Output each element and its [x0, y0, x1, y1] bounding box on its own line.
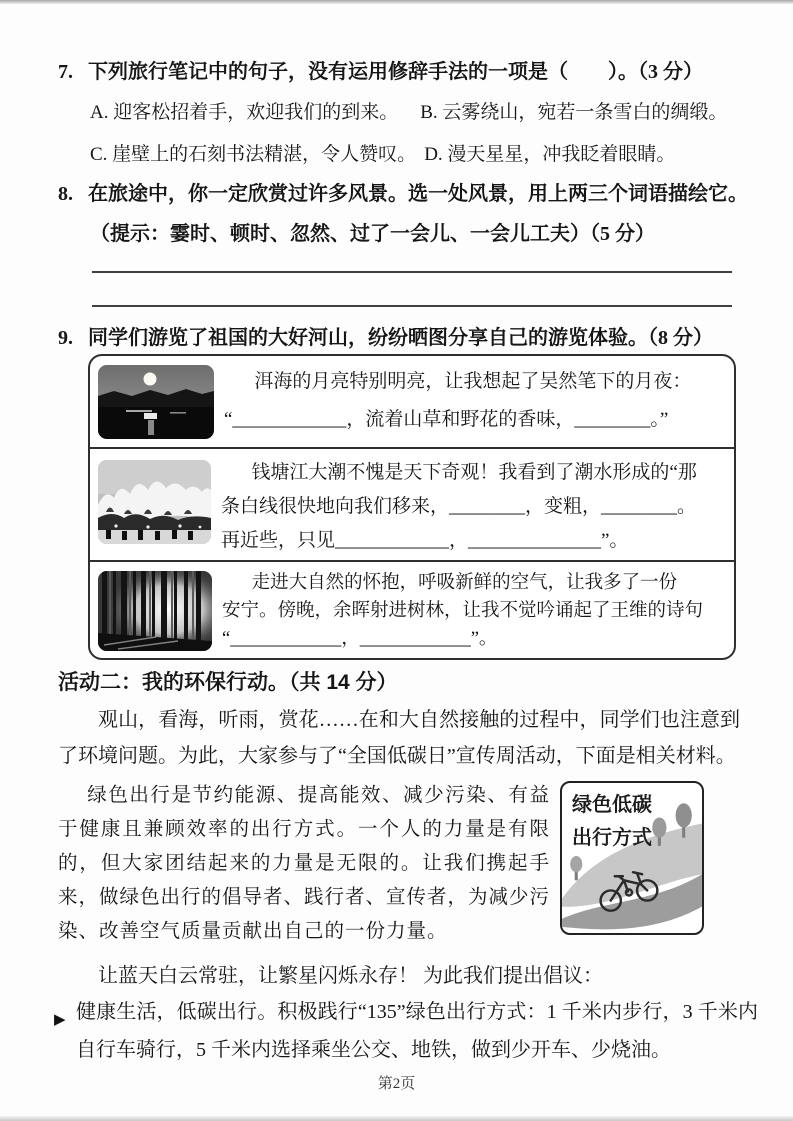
question-7-options-row-1 — [58, 92, 740, 134]
question-8-stem-row — [58, 174, 748, 214]
answer-line-1 — [92, 271, 732, 273]
q9-forest-line-3: “____________，____________”。 — [222, 629, 498, 649]
scan-edge-bottom — [0, 1116, 793, 1121]
activity-2-material-text: 绿色出行是节约能源、提高能效、减少污染、有益于健康且兼顾效率的出行方式。一个人的力量是有限的，但大家团结起来的力量是无限的。让我们携起手来，做绿色出行的倡导者、践行者、宣传者，为减少污染、改善空气质量贡献出自己的一份力量。 — [58, 785, 551, 942]
q9-row-forest — [90, 562, 734, 652]
question-8 — [58, 174, 748, 254]
q9-erhai-line-2: “____________，流着山草和野花的香味，________。” — [224, 409, 669, 430]
qiantang-tide-photo — [98, 460, 211, 544]
q9-row-forest-text — [212, 569, 724, 653]
q9-row-qiantang-text — [211, 456, 724, 558]
question-7-stem-row — [58, 52, 740, 92]
q9-qiantang-line-2: 条白线很快地向我们移来，________，变粗，________。 — [221, 496, 697, 517]
activity-2-appeal: 让蓝天白云常驻，让繁星闪烁永存！ 为此我们提出倡议： — [98, 965, 603, 987]
activity-2-heading: 活动二：我的环保行动。（共 14 分） — [58, 671, 398, 694]
q9-forest-line-1: 走进大自然的怀抱，呼吸新鲜的空气，让我多了一份 — [251, 573, 678, 593]
q9-forest-line-2: 安宁。傍晚，余晖射进树林，让我不觉吟诵起了王维的诗句 — [222, 601, 704, 621]
q9-row-qiantang — [90, 449, 734, 562]
option-b: B. 云雾绕山，宛若一条雪白的绸缎。 — [420, 102, 728, 123]
activity-2-material-section — [58, 779, 740, 955]
question-9 — [58, 318, 740, 358]
page-number: 第2页 — [377, 1076, 416, 1092]
activity-2-intro: 观山，看海，听雨，赏花……在和大自然接触的过程中，同学们也注意到了环境问题。为此，大家参与了“全国低碳日”宣传周活动，下面是相关材料。 — [58, 709, 740, 767]
bullet-triangle-icon: ▶ — [54, 1010, 66, 1028]
question-7-stem: 下列旅行笔记中的句子，没有运用修辞手法的一项是（ ）。（3 分） — [88, 61, 703, 83]
option-a: A. 迎客松招着手，欢迎我们的到来。 — [90, 102, 399, 123]
poster-title — [572, 789, 652, 855]
green-travel-poster — [560, 781, 704, 935]
question-9-number: 9. — [58, 327, 73, 349]
question-9-box — [88, 354, 736, 660]
q9-erhai-line-1: 洱海的月亮特别明亮，让我想起了吴然笔下的月夜： — [254, 371, 692, 392]
question-9-stem: 同学们游览了祖国的大好河山，纷纷晒图分享自己的游览体验。（8 分） — [88, 327, 713, 349]
poster-title-line-1: 绿色低碳 — [572, 794, 652, 816]
question-8-stem: 在旅途中，你一定欣赏过许多风景。选一处风景，用上两三个词语描绘它。 — [88, 183, 748, 205]
option-c: C. 崖壁上的石刻书法精湛，令人赞叹。 — [90, 144, 417, 165]
question-9-stem-row — [58, 318, 740, 358]
answer-line-2 — [92, 305, 732, 307]
q9-qiantang-line-1: 钱塘江大潮不愧是天下奇观！我看到了潮水形成的“那 — [251, 462, 697, 483]
q9-qiantang-line-3: 再近些，只见____________，______________”。 — [221, 530, 629, 551]
option-d: D. 漫天星星，冲我眨着眼睛。 — [424, 144, 676, 165]
activity-2-proposal — [54, 993, 758, 1069]
question-7-number: 7. — [58, 61, 73, 83]
question-7-options-row-2 — [58, 134, 740, 176]
q9-row-erhai — [90, 356, 734, 449]
poster-title-line-2: 出行方式 — [572, 827, 652, 849]
proposal-text: 健康生活，低碳出行。积极践行“135”绿色出行方式：1 千米内步行，3 千米内自行车骑行，5 千米内选择乘坐公交、地铁，做到少开车、少烧油。 — [76, 1001, 758, 1061]
question-7 — [58, 52, 740, 176]
question-8-hint: （提示：霎时、顿时、忽然、过了一会儿、一会儿工夫）（5 分） — [90, 223, 655, 245]
q9-row-erhai-text — [214, 363, 724, 439]
question-8-number: 8. — [58, 183, 73, 205]
forest-sunlight-photo — [98, 571, 212, 651]
erhai-moonlight-photo — [98, 365, 214, 439]
scan-edge-top — [0, 0, 793, 4]
